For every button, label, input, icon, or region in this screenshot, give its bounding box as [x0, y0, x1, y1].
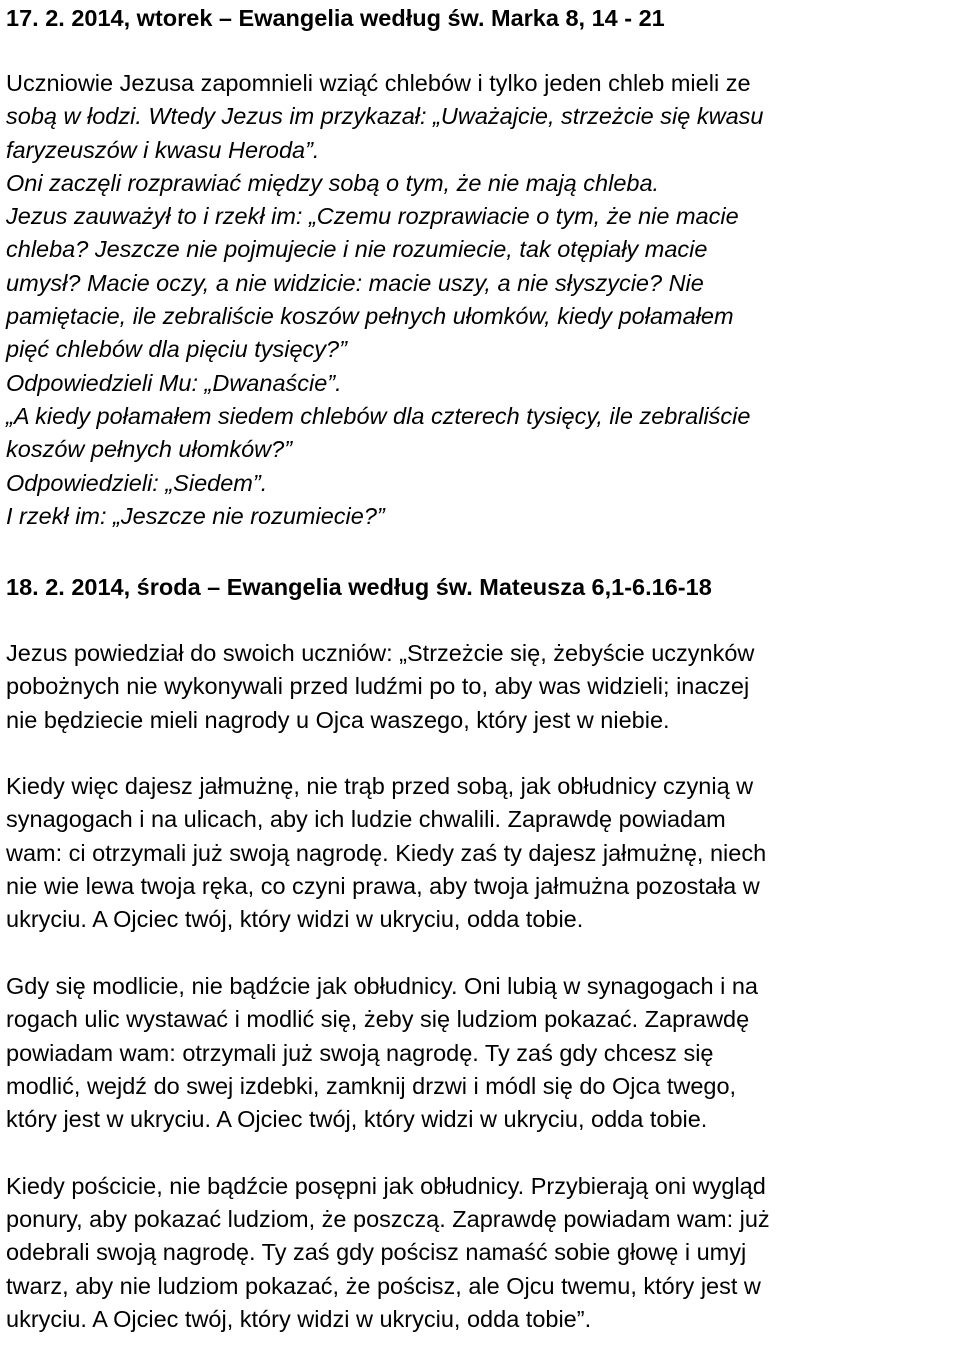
reading-2-line: ukryciu. A Ojciec twój, który widzi w ukryciu, odda tobie”.: [6, 1305, 592, 1332]
reading-1-heading: 17. 2. 2014, wtorek – Ewangelia według św. Marka 8, 14 - 21: [6, 5, 665, 31]
reading-1-line: Oni zaczęli rozprawiać między sobą o tym, że nie mają chleba.: [6, 169, 660, 196]
reading-1-text: [6, 67, 763, 533]
reading-2-line: Gdy się modlicie, nie bądźcie jak obłudnicy. Oni lubią w synagogach i na: [6, 972, 758, 999]
reading-2-line: synagogach i na ulicach, aby ich ludzie chwalili. Zaprawdę powiadam: [6, 806, 726, 833]
reading-2-line: Kiedy więc dajesz jałmużnę, nie trąb przed sobą, jak obłudnicy czynią w: [6, 773, 754, 800]
reading-2-paragraph: [6, 637, 770, 737]
reading-2-line: który jest w ukryciu. A Ojciec twój, który widzi w ukryciu, odda tobie.: [6, 1106, 708, 1133]
reading-2-line: Kiedy pościcie, nie bądźcie posępni jak obłudnicy. Przybierają oni wygląd: [6, 1172, 766, 1199]
reading-2-line: wam: ci otrzymali już swoją nagrodę. Kiedy zaś ty dajesz jałmużnę, niech: [6, 839, 767, 866]
reading-2-line: Jezus powiedział do swoich uczniów: „Strzeżcie się, żebyście uczynków: [6, 640, 755, 666]
reading-2-line: nie wie lewa twoja ręka, co czyni prawa, aby twoja jałmużna pozostała w: [6, 873, 760, 900]
reading-2-paragraph: [6, 970, 770, 1136]
reading-1-line: chleba? Jeszcze nie pojmujecie i nie rozumiecie, tak otępiały macie: [6, 236, 708, 263]
reading-2-heading: 18. 2. 2014, środa – Ewangelia według św. Mateusza 6,1-6.16-18: [6, 574, 712, 600]
reading-2-line: odebrali swoją nagrodę. Ty zaś gdy pościsz namaść sobie głowę i umyj: [6, 1239, 747, 1266]
reading-1-line: „A kiedy połamałem siedem chlebów dla czterech tysięcy, ile zebraliście: [6, 402, 751, 429]
reading-1-line: Odpowiedzieli: „Siedem”.: [6, 469, 268, 496]
reading-2-line: pobożnych nie wykonywali przed ludźmi po to, aby was widzieli; inaczej: [6, 673, 750, 700]
reading-2-line: twarz, aby nie ludziom pokazać, że pościsz, ale Ojcu twemu, który jest w: [6, 1272, 761, 1299]
reading-2-paragraph: [6, 770, 770, 936]
reading-1-line: sobą w łodzi. Wtedy Jezus im przykazał: „Uważajcie, strzeżcie się kwasu: [6, 103, 764, 130]
reading-1-line: Jezus zauważył to i rzekł im: „Czemu rozprawiacie o tym, że nie macie: [6, 203, 739, 230]
reading-1-line: pamiętacie, ile zebraliście koszów pełnych ułomków, kiedy połamałem: [6, 303, 734, 330]
reading-1-line: Uczniowie Jezusa zapomnieli wziąć chlebów i tylko jeden chleb mieli ze: [6, 70, 751, 96]
reading-2-line: nie będziecie mieli nagrody u Ojca waszego, który jest w niebie.: [6, 706, 670, 733]
reading-1-line: koszów pełnych ułomków?”: [6, 436, 293, 463]
reading-2-line: powiadam wam: otrzymali już swoją nagrodę. Ty zaś gdy chcesz się: [6, 1039, 714, 1066]
reading-2-text: [6, 637, 770, 1336]
reading-1-line: I rzekł im: „Jeszcze nie rozumiecie?”: [6, 502, 385, 529]
reading-2-line: ponury, aby pokazać ludziom, że poszczą. Zaprawdę powiadam wam: już: [6, 1206, 770, 1233]
reading-1-line: faryzeuszów i kwasu Heroda”.: [6, 136, 320, 163]
reading-2-paragraph: [6, 1170, 770, 1336]
reading-2-line: modlić, wejdź do swej izdebki, zamknij drzwi i módl się do Ojca twego,: [6, 1072, 737, 1099]
reading-2-line: ukryciu. A Ojciec twój, który widzi w ukryciu, odda tobie.: [6, 906, 584, 933]
reading-2-line: rogach ulic wystawać i modlić się, żeby się ludziom pokazać. Zaprawdę: [6, 1006, 750, 1033]
reading-1-line: umysł? Macie oczy, a nie widzicie: macie uszy, a nie słyszycie? Nie: [6, 269, 704, 296]
reading-1-line: pięć chlebów dla pięciu tysięcy?”: [6, 336, 347, 363]
reading-1-line: Odpowiedzieli Mu: „Dwanaście”.: [6, 369, 342, 396]
